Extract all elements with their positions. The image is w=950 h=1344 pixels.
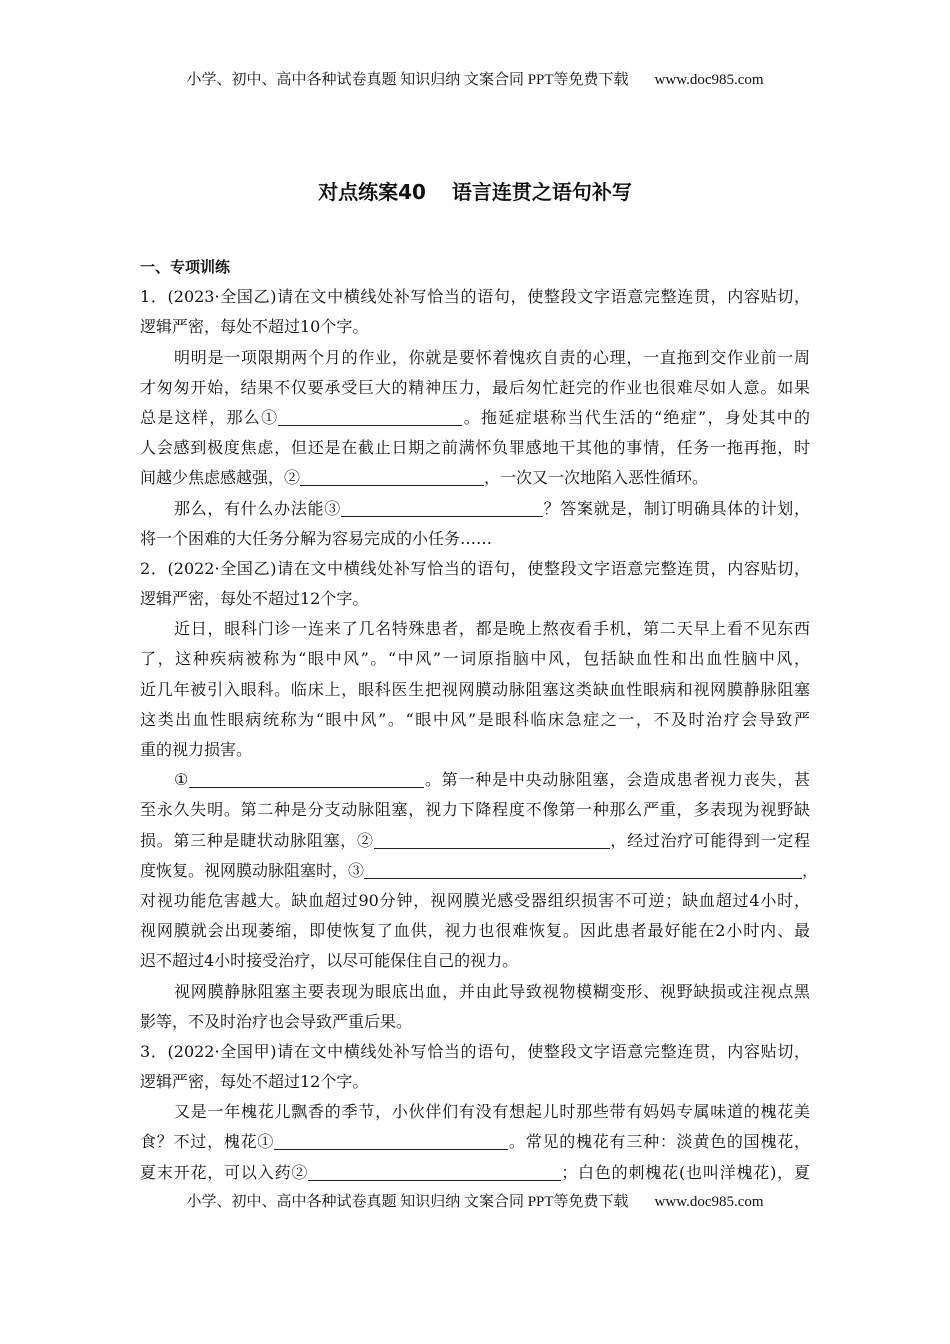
text-line [140, 1067, 810, 1097]
text-line [140, 644, 810, 674]
answer-blank[interactable] [278, 407, 462, 426]
page-footer [0, 1190, 950, 1211]
answer-blank[interactable] [341, 498, 543, 517]
line-text: 明明是一项限期两个月的作业，你就是要怀着愧疚自责的心理，一直拖到交作业前一周 [174, 347, 810, 367]
line-text: 夏末开花，可以入药② [140, 1162, 309, 1182]
line-text: ， [802, 860, 819, 880]
line-text: ；白色的刺槐花(也叫洋槐花)，夏 [561, 1162, 810, 1182]
text-line [140, 554, 810, 584]
text-line [140, 765, 810, 795]
line-text: 1．(2023·全国乙)请在文中横线处补写恰当的语句，使整段文字语意完整连贯，内容贴切， [140, 287, 810, 307]
line-text: 才匆匆开始，结果不仅要承受巨大的精神压力，最后匆忙赶完的作业也很难尽如人意。如果 [140, 377, 810, 397]
text-line [140, 705, 810, 735]
text-line [140, 373, 810, 403]
header-text: 小学、初中、高中各种试卷真题 知识归纳 文案合同 PPT等免费下载 [186, 72, 629, 88]
line-text: ，经过治疗可能得到一定程 [609, 830, 810, 850]
text-line [140, 856, 819, 886]
document-body [140, 252, 819, 1188]
text-line [140, 886, 810, 916]
text-line [140, 916, 810, 946]
text-line [140, 463, 810, 493]
text-line [140, 826, 810, 856]
text-line [140, 977, 810, 1007]
line-text: 。常见的槐花有三种：淡黄色的国槐花， [508, 1132, 810, 1152]
line-text: 这类出血性眼病统称为“眼中风”。“眼中风”是眼科临床急症之一，不及时治疗会导致严 [140, 709, 810, 729]
answer-blank[interactable] [364, 860, 802, 879]
answer-blank[interactable] [300, 467, 484, 486]
text-line [140, 1037, 810, 1067]
answer-blank[interactable] [374, 830, 610, 849]
text-line [140, 433, 810, 463]
text-line [140, 614, 810, 644]
text-line [140, 282, 810, 312]
text-line [140, 946, 810, 976]
text-line [140, 403, 810, 433]
line-text: 一、专项训练 [140, 258, 231, 276]
text-line [140, 1007, 810, 1037]
line-text: 迟不超过4小时接受治疗，以尽可能保住自己的视力。 [140, 951, 519, 971]
line-text: 2．(2022·全国乙)请在文中横线处补写恰当的语句，使整段文字语意完整连贯，内容贴切， [140, 558, 810, 578]
line-text: 那么，有什么办法能③ [174, 498, 341, 518]
text-line [140, 343, 810, 373]
line-text: 人会感到极度焦虑，但还是在截止日期之前满怀负罪感地干其他的事情，任务一拖再拖，时 [140, 438, 810, 458]
section-heading [140, 252, 810, 282]
line-text: 近日，眼科门诊一连来了几名特殊患者，都是晚上熬夜看手机，第二天早上看不见东西 [174, 619, 810, 639]
line-text: ，一次又一次地陷入恶性循环。 [484, 468, 709, 488]
text-line [140, 524, 810, 554]
line-text: 重的视力损害。 [140, 740, 253, 759]
line-text: 。拖延症堪称当代生活的“绝症”，身处其中的 [462, 407, 810, 427]
line-text: 视网膜静脉阻塞主要表现为眼底出血，并由此导致视物模糊变形、视野缺损或注视点黑 [174, 981, 810, 1001]
line-text: 对视功能危害越大。缺血超过90分钟，视网膜光感受器组织损害不可逆；缺血超过4小时， [140, 890, 810, 910]
line-text: 逻辑严密，每处不超过10个字。 [140, 317, 369, 337]
text-line [140, 1127, 810, 1157]
answer-blank[interactable] [308, 1162, 561, 1181]
line-text: 近几年被引入眼科。临床上，眼科医生把视网膜动脉阻塞这类缺血性眼病和视网膜静脉阻塞 [140, 679, 810, 699]
line-text: ？答案就是，制订明确具体的计划， [542, 498, 810, 518]
title-left: 对点练案40 [318, 180, 426, 204]
line-text: 食？不过，槐花① [140, 1132, 275, 1152]
footer-site: www.doc985.com [654, 1194, 764, 1210]
text-line [140, 675, 810, 705]
line-text: 度恢复。视网膜动脉阻塞时，③ [140, 860, 365, 880]
line-text: 了，这种疾病被称为“眼中风”。“中风”一词原指脑中风，包括缺血性和出血性脑中风， [140, 649, 810, 669]
text-line [140, 312, 810, 342]
line-text: 。第一种是中央动脉阻塞，会造成患者视力丧失，甚 [424, 770, 810, 790]
line-text: 间越少焦虑感越强，② [140, 468, 301, 488]
line-text: 总是这样，那么① [140, 407, 279, 427]
line-text: 逻辑严密，每处不超过12个字。 [140, 589, 369, 609]
footer-text: 小学、初中、高中各种试卷真题 知识归纳 文案合同 PPT等免费下载 [186, 1194, 629, 1210]
text-line [140, 584, 810, 614]
line-text: 将一个困难的大任务分解为容易完成的小任务…… [140, 528, 493, 548]
text-line [140, 735, 810, 765]
line-text: 3．(2022·全国甲)请在文中横线处补写恰当的语句，使整段文字语意完整连贯，内容贴切， [140, 1041, 810, 1061]
header-site: www.doc985.com [654, 72, 764, 88]
text-line [140, 1158, 810, 1188]
line-text: 影等，不及时治疗也会导致严重后果。 [140, 1011, 413, 1031]
line-text: 损。第三种是睫状动脉阻塞，② [140, 830, 374, 850]
page-header [0, 68, 950, 89]
answer-blank[interactable] [189, 769, 424, 788]
text-line [140, 1097, 810, 1127]
page-title [0, 176, 950, 205]
line-text: ① [174, 770, 190, 790]
title-right: 语言连贯之语句补写 [451, 180, 632, 204]
answer-blank[interactable] [274, 1131, 508, 1150]
text-line [140, 494, 810, 524]
line-text: 视网膜就会出现萎缩，即使恢复了血供，视力也很难恢复。因此患者最好能在2小时内、最 [140, 921, 810, 941]
line-text: 逻辑严密，每处不超过12个字。 [140, 1072, 369, 1092]
line-text: 又是一年槐花儿飘香的季节，小伙伴们有没有想起儿时那些带有妈妈专属味道的槐花美 [174, 1102, 810, 1122]
text-line [140, 795, 810, 825]
line-text: 至永久失明。第二种是分支动脉阻塞，视力下降程度不像第一种那么严重，多表现为视野缺 [140, 800, 810, 820]
